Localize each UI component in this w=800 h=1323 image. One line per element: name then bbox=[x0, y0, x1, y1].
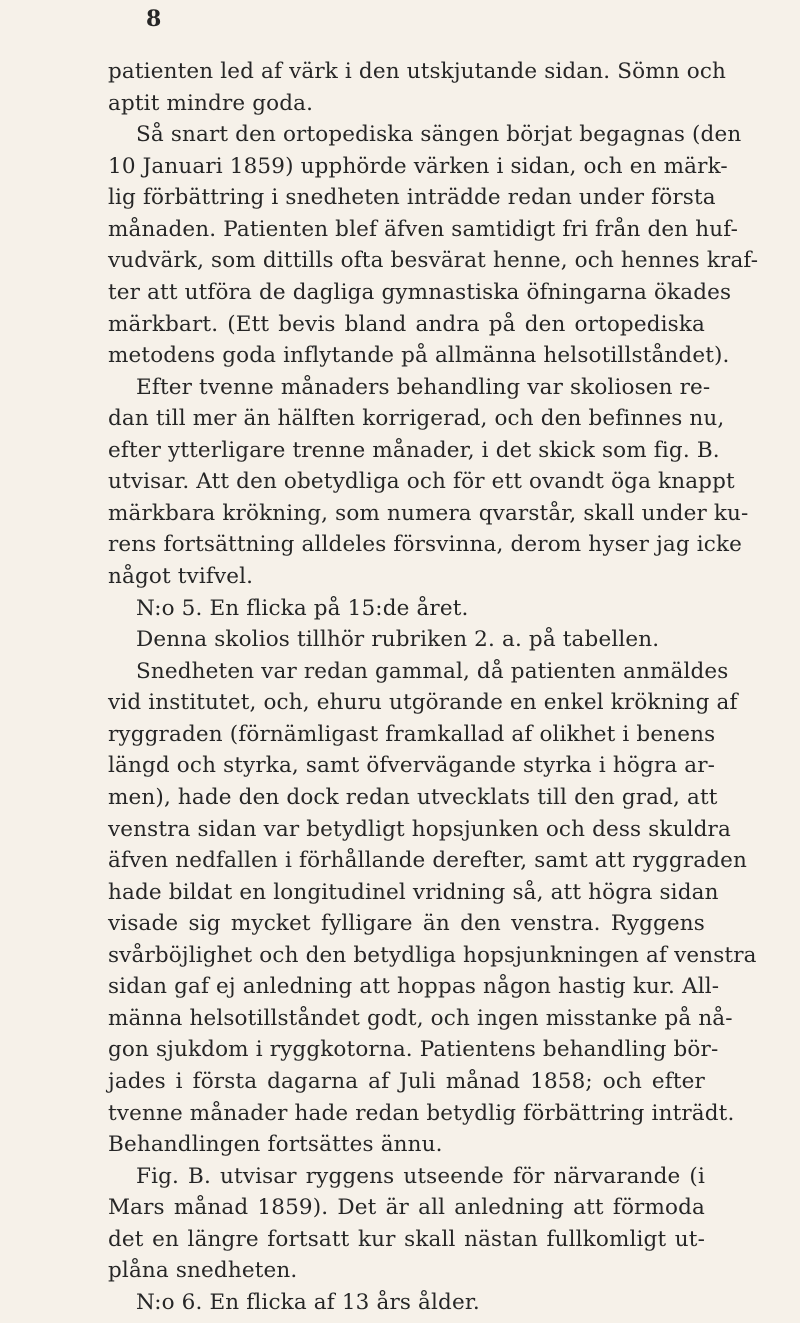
text-line: sidan gaf ej anledning att hoppas någon hastig kur. All- bbox=[108, 974, 720, 1000]
text-line: gon sjukdom i ryggkotorna. Patientens behandling bör- bbox=[108, 1037, 719, 1063]
text-line: 10 Januari 1859) upphörde värken i sidan, och en märk- bbox=[108, 153, 728, 179]
text-line: hade bildat en longitudinel vridning så, att högra sidan bbox=[108, 879, 719, 905]
text-line: ryggraden (förnämligast framkallad af olikhet i benens bbox=[108, 721, 716, 747]
text-line: något tvifvel. bbox=[108, 564, 254, 590]
text-line: ter att utföra de dagliga gymnastiska öfningarna ökades bbox=[108, 279, 732, 305]
text-line: Snedheten var redan gammal, då patienten anmäldes bbox=[136, 658, 729, 684]
text-line: märkbart. (Ett bevis bland andra på den ortopediska bbox=[108, 311, 705, 337]
text-line: längd och styrka, samt öfvervägande styrka i högra ar- bbox=[108, 753, 716, 779]
text-line: äfven nedfallen i förhållande derefter, samt att ryggraden bbox=[108, 848, 748, 874]
text-line: men), hade den dock redan utvecklats till den grad, att bbox=[108, 784, 718, 810]
text-line: månaden. Patienten blef äfven samtidigt fri från den huf- bbox=[108, 216, 738, 242]
text-line: svårböjlighet och den betydliga hopsjunkningen af venstra bbox=[108, 942, 757, 968]
text-line: efter ytterligare trenne månader, i det skick som fig. B. bbox=[108, 437, 720, 463]
text-line: Behandlingen fortsättes ännu. bbox=[108, 1132, 443, 1158]
text-line: det en längre fortsatt kur skall nästan fullkomligt ut- bbox=[108, 1226, 705, 1252]
page-number: 8 bbox=[146, 6, 162, 32]
text-line: utvisar. Att den obetydliga och för ett ovandt öga knappt bbox=[108, 469, 735, 495]
text-line: rens fortsättning alldeles försvinna, derom hyser jag icke bbox=[108, 532, 743, 558]
text-line: patienten led af värk i den utskjutande sidan. Sömn och bbox=[108, 59, 727, 84]
text-line: visade sig mycket fylligare än den venstra. Ryggens bbox=[108, 911, 705, 937]
text-line: märkbara krökning, som numera qvarstår, skall under ku- bbox=[108, 500, 749, 526]
text-line: dan till mer än hälften korrigerad, och den befinnes nu, bbox=[108, 406, 725, 432]
text-line: metodens goda inflytande på allmänna helsotillståndet). bbox=[108, 343, 730, 369]
text-line: Mars månad 1859). Det är all anledning att förmoda bbox=[108, 1195, 705, 1221]
text-line: Denna skolios tillhör rubriken 2. a. på tabellen. bbox=[136, 627, 660, 653]
text-line: lig förbättring i snedheten inträdde redan under första bbox=[108, 185, 716, 211]
text-line: plåna snedheten. bbox=[108, 1258, 298, 1284]
text-line: venstra sidan var betydligt hopsjunken och dess skuldra bbox=[108, 816, 731, 842]
text-line: vid institutet, och, ehuru utgörande en enkel krökning af bbox=[108, 690, 738, 716]
text-line: Så snart den ortopediska sängen börjat begagnas (den bbox=[136, 122, 742, 148]
section-heading: N:o 6. En flicka af 13 års ålder. bbox=[136, 1290, 480, 1315]
text-line: jades i första dagarna af Juli månad 1858; och efter bbox=[108, 1069, 705, 1095]
text-line: vudvärk, som dittills ofta besvärat henne, och hennes kraf- bbox=[108, 248, 759, 274]
text-line: Fig. B. utvisar ryggens utseende för närvarande (i bbox=[136, 1163, 705, 1189]
text-line: Efter tvenne månaders behandling var skoliosen re- bbox=[136, 374, 711, 400]
text-line: männa helsotillståndet godt, och ingen misstanke på nå- bbox=[108, 1005, 733, 1031]
section-heading: N:o 5. En flicka på 15:de året. bbox=[136, 595, 469, 621]
text-line: tvenne månader hade redan betydlig förbättring inträdt. bbox=[108, 1100, 735, 1126]
text-line: aptit mindre goda. bbox=[108, 90, 314, 116]
